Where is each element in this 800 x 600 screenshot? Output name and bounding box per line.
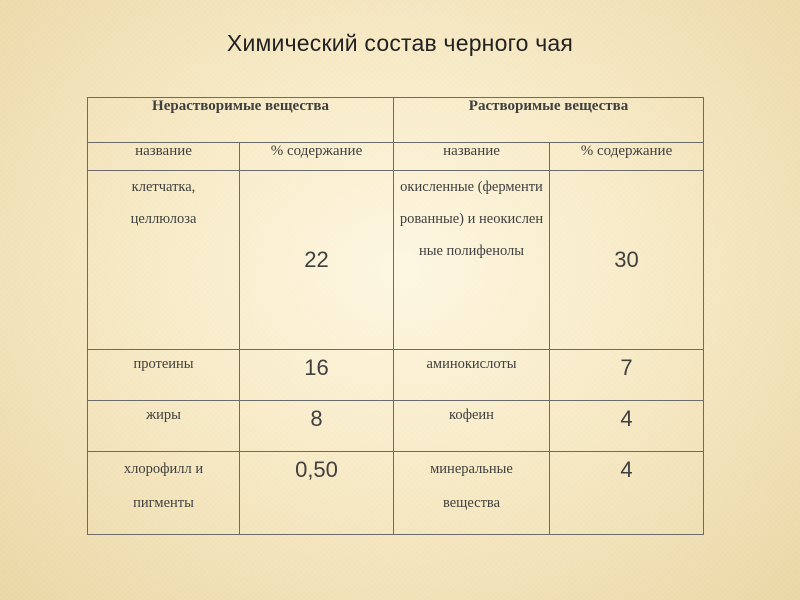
soluble-pct-cell: 7 (550, 350, 704, 401)
column-header-soluble-pct: % содержание (550, 143, 704, 171)
table-row (88, 401, 704, 452)
insoluble-name-cell: хлорофилл и пигменты (88, 452, 240, 535)
soluble-name-cell: минеральные вещества (394, 452, 550, 535)
insoluble-name-cell: жиры (88, 401, 240, 452)
column-header-insoluble-name: название (88, 143, 240, 171)
insoluble-pct-cell: 22 (240, 171, 394, 350)
table-row (88, 350, 704, 401)
column-header-soluble-name: название (394, 143, 550, 171)
tea-composition-table (87, 97, 704, 535)
table-column-header-row (88, 143, 704, 171)
table-row (88, 171, 704, 350)
header-soluble: Растворимые вещества (394, 98, 704, 143)
table-row (88, 452, 704, 535)
header-insoluble: Нерастворимые вещества (88, 98, 394, 143)
insoluble-name-cell: клетчатка, целлюлоза (88, 171, 240, 350)
soluble-name-cell: кофеин (394, 401, 550, 452)
soluble-pct-cell: 4 (550, 452, 704, 535)
insoluble-pct-cell: 16 (240, 350, 394, 401)
slide-title: Химический состав черного чая (226, 30, 574, 56)
soluble-pct-cell: 30 (550, 171, 704, 350)
insoluble-name-cell: протеины (88, 350, 240, 401)
soluble-name-cell: аминокислоты (394, 350, 550, 401)
table-group-header-row (88, 98, 704, 143)
insoluble-pct-cell: 0,50 (240, 452, 394, 535)
insoluble-pct-cell: 8 (240, 401, 394, 452)
soluble-pct-cell: 4 (550, 401, 704, 452)
soluble-name-cell: окисленные (ферментированные) и неокисленные полифенолы (394, 171, 550, 350)
column-header-insoluble-pct: % содержание (240, 143, 394, 171)
